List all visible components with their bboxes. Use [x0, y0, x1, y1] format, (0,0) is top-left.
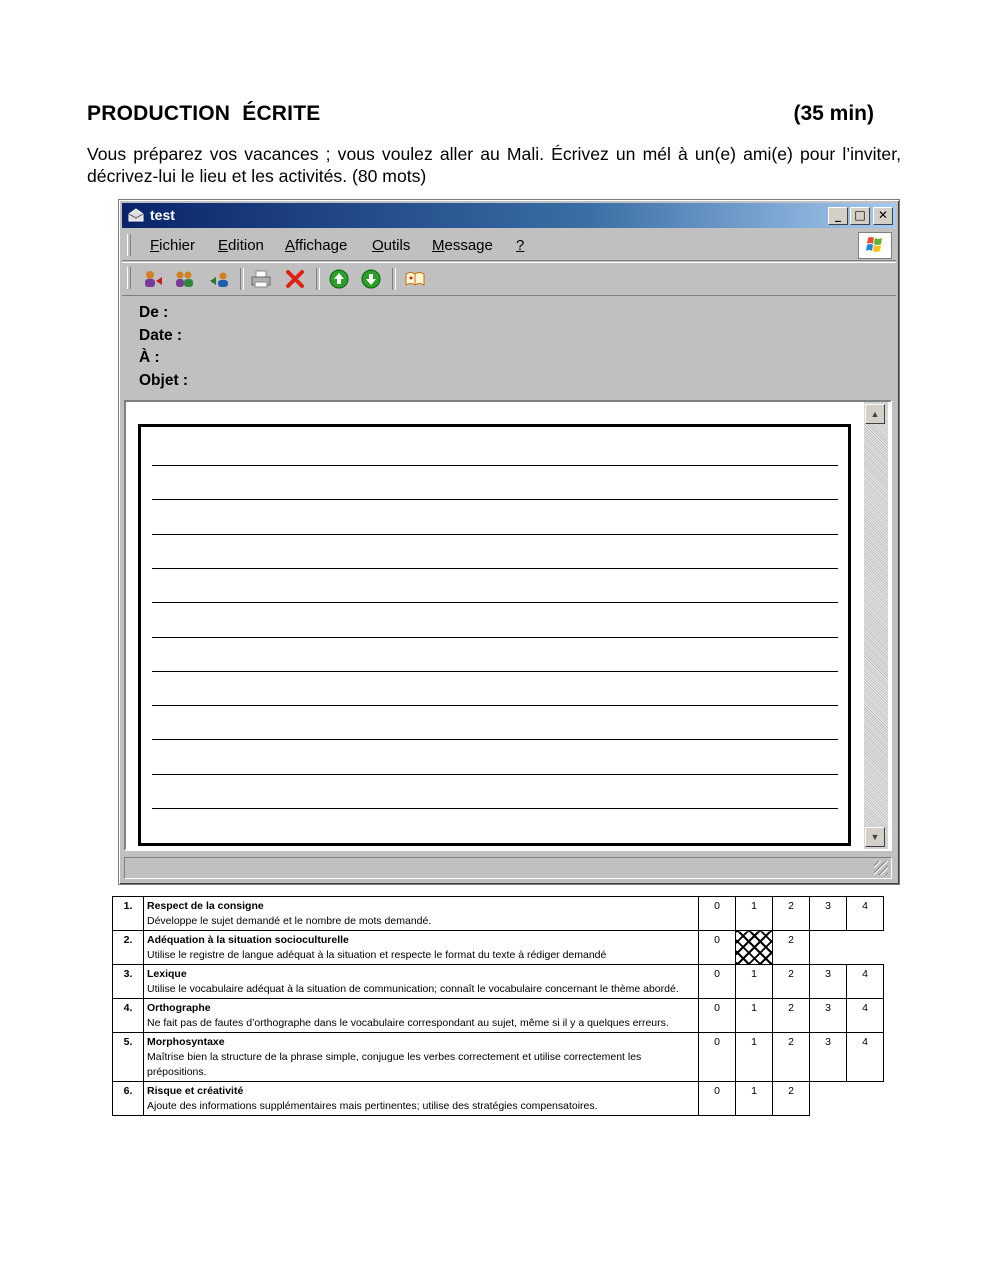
- score-cell[interactable]: 3: [810, 897, 847, 931]
- criterion-title: Orthographe: [147, 1002, 211, 1014]
- heading: [87, 102, 874, 130]
- score-cell[interactable]: 4: [847, 999, 884, 1033]
- score-cell[interactable]: 1: [736, 1082, 773, 1116]
- vertical-scrollbar[interactable]: [864, 402, 888, 849]
- toolbar-separator: [392, 268, 396, 290]
- close-button[interactable]: ✕: [873, 207, 893, 225]
- writing-line: [152, 568, 838, 569]
- reply-all-icon[interactable]: [174, 269, 196, 289]
- menu-affichage[interactable]: Affichage: [285, 237, 348, 254]
- criterion-description: [144, 1082, 699, 1116]
- criterion-title: Morphosyntaxe: [147, 1036, 225, 1048]
- score-cell[interactable]: 2: [773, 1082, 810, 1116]
- writing-line: [152, 671, 838, 672]
- table-row: [113, 1033, 884, 1082]
- criterion-text: Utilise le vocabulaire adéquat à la situation de communication; connaît le vocabulaire concernant le thème abordé.: [147, 983, 679, 995]
- criterion-number: 2.: [113, 931, 144, 965]
- criterion-text: Maîtrise bien la structure de la phrase simple, conjugue les verbes correctement et utilise correctement les prépositions.: [147, 1051, 642, 1078]
- writing-line: [152, 499, 838, 500]
- rubric-table: [112, 896, 884, 1116]
- table-row: [113, 897, 884, 931]
- menu-fichier[interactable]: Fichier: [150, 237, 196, 254]
- menu-bar: [122, 230, 896, 261]
- criterion-number: 4.: [113, 999, 144, 1033]
- writing-area[interactable]: [138, 424, 851, 846]
- window-title: test: [150, 207, 175, 223]
- message-body[interactable]: [124, 400, 892, 851]
- criterion-number: 3.: [113, 965, 144, 999]
- menu-grip: [127, 234, 131, 256]
- criterion-number: 5.: [113, 1033, 144, 1082]
- writing-line: [152, 808, 838, 809]
- score-cell[interactable]: 0: [699, 999, 736, 1033]
- writing-line: [152, 602, 838, 603]
- criterion-title: Lexique: [147, 968, 187, 980]
- criterion-text: Développe le sujet demandé et le nombre de mots demandé.: [147, 915, 432, 927]
- criterion-description: [144, 931, 699, 965]
- field-subject-label: Objet :: [139, 372, 189, 389]
- writing-line: [152, 534, 838, 535]
- maximize-button[interactable]: □: [850, 207, 870, 225]
- score-cell-disabled: [736, 931, 773, 965]
- score-cell[interactable]: 1: [736, 1033, 773, 1082]
- score-cell[interactable]: 3: [810, 1033, 847, 1082]
- delete-icon[interactable]: [284, 269, 306, 289]
- criterion-description: [144, 897, 699, 931]
- criterion-text: Ne fait pas de fautes d’orthographe dans le vocabulaire correspondant au sujet, même si il y a quelques erreurs.: [147, 1017, 669, 1029]
- windows-logo-icon: [858, 232, 892, 259]
- field-from-label: De :: [139, 304, 169, 321]
- empty-cell: [847, 1082, 884, 1116]
- field-to-label: À :: [139, 349, 160, 366]
- table-row: [113, 999, 884, 1033]
- page-title: PRODUCTION ÉCRITE: [87, 102, 321, 125]
- criterion-description: [144, 965, 699, 999]
- criterion-number: 6.: [113, 1082, 144, 1116]
- resize-grip-icon[interactable]: [874, 861, 888, 875]
- score-cell[interactable]: 2: [773, 965, 810, 999]
- score-cell[interactable]: 4: [847, 965, 884, 999]
- field-date-label: Date :: [139, 327, 183, 344]
- score-cell[interactable]: 1: [736, 897, 773, 931]
- score-cell[interactable]: 2: [773, 999, 810, 1033]
- score-cell[interactable]: 3: [810, 999, 847, 1033]
- score-cell[interactable]: 3: [810, 965, 847, 999]
- score-cell[interactable]: 1: [736, 999, 773, 1033]
- writing-line: [152, 739, 838, 740]
- criterion-text: Ajoute des informations supplémentaires mais pertinentes; utilise des stratégies compensatoires.: [147, 1100, 598, 1112]
- toolbar: [122, 262, 896, 296]
- email-window: [118, 199, 900, 885]
- writing-line: [152, 637, 838, 638]
- criterion-text: Utilise le registre de langue adéquat à la situation et respecte le format du texte à rédiger demandé: [147, 949, 607, 961]
- writing-line: [152, 465, 838, 466]
- next-icon[interactable]: [360, 269, 382, 289]
- score-cell[interactable]: 2: [773, 931, 810, 965]
- scroll-down-icon[interactable]: ▼: [865, 827, 885, 847]
- previous-icon[interactable]: [328, 269, 350, 289]
- status-bar: [124, 857, 892, 879]
- menu-message[interactable]: Message: [432, 237, 493, 254]
- score-cell[interactable]: 0: [699, 1082, 736, 1116]
- score-cell[interactable]: 0: [699, 1033, 736, 1082]
- score-cell[interactable]: 0: [699, 897, 736, 931]
- title-bar: [122, 203, 896, 228]
- print-icon[interactable]: [250, 269, 272, 289]
- score-cell[interactable]: 2: [773, 1033, 810, 1082]
- table-row: [113, 965, 884, 999]
- menu-help[interactable]: ?: [516, 237, 525, 254]
- toolbar-separator: [316, 268, 320, 290]
- menu-edition[interactable]: Edition: [218, 237, 264, 254]
- duration: (35 min): [793, 102, 874, 125]
- mail-icon: [128, 208, 144, 222]
- writing-line: [152, 774, 838, 775]
- criterion-title: Risque et créativité: [147, 1085, 244, 1097]
- table-row: [113, 1082, 884, 1116]
- score-cell[interactable]: 4: [847, 897, 884, 931]
- toolbar-grip: [127, 267, 131, 289]
- empty-cell: [810, 1082, 847, 1116]
- minimize-button[interactable]: _: [828, 207, 848, 225]
- toolbar-separator: [240, 268, 244, 290]
- empty-cell: [810, 931, 847, 965]
- criterion-description: [144, 1033, 699, 1082]
- criterion-number: 1.: [113, 897, 144, 931]
- reply-icon[interactable]: [142, 269, 164, 289]
- score-cell[interactable]: 0: [699, 931, 736, 965]
- menu-outils[interactable]: Outils: [372, 237, 411, 254]
- criterion-description: [144, 999, 699, 1033]
- forward-icon[interactable]: [208, 269, 230, 289]
- address-book-icon[interactable]: [404, 269, 426, 289]
- scroll-up-icon[interactable]: ▲: [865, 404, 885, 424]
- criterion-title: Respect de la consigne: [147, 900, 264, 912]
- table-row: [113, 931, 884, 965]
- score-cell[interactable]: 1: [736, 965, 773, 999]
- score-cell[interactable]: 4: [847, 1033, 884, 1082]
- empty-cell: [847, 931, 884, 965]
- score-cell[interactable]: 0: [699, 965, 736, 999]
- instructions: Vous préparez vos vacances ; vous voulez aller au Mali. Écrivez un mél à un(e) ami(e) pour l’inviter, décrivez-lui le lieu et les activités. (80 mots): [87, 144, 901, 186]
- criterion-title: Adéquation à la situation socioculturelle: [147, 934, 349, 946]
- writing-line: [152, 705, 838, 706]
- score-cell[interactable]: 2: [773, 897, 810, 931]
